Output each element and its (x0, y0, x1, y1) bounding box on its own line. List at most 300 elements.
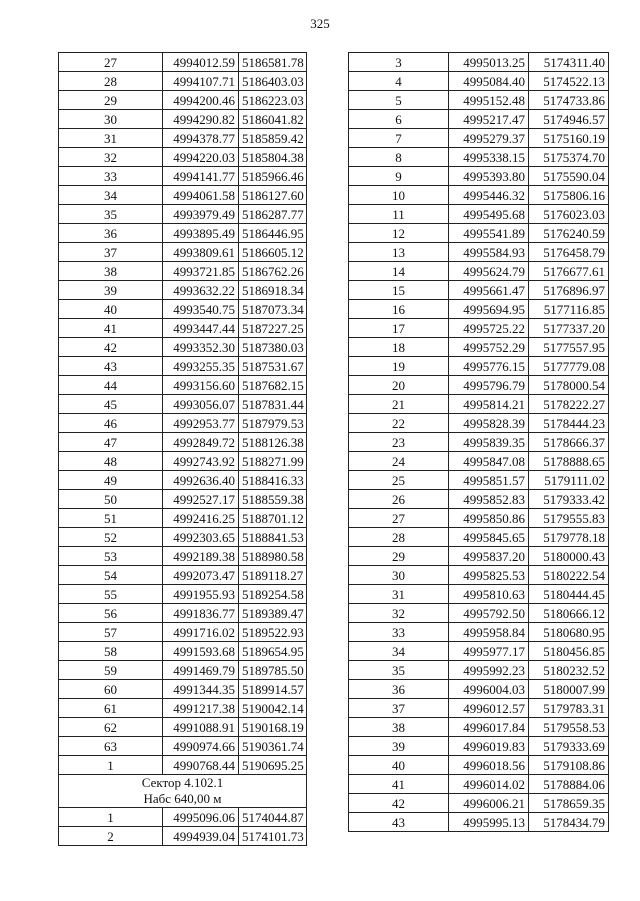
point-number-cell: 58 (59, 642, 163, 661)
y-coordinate-cell: 5174733.86 (529, 91, 609, 110)
point-number-cell: 44 (59, 376, 163, 395)
table-row (349, 528, 609, 547)
x-coordinate-cell: 4992073.47 (163, 566, 239, 585)
point-number-cell: 33 (349, 623, 449, 642)
x-coordinate-cell: 4995446.32 (449, 186, 529, 205)
y-coordinate-cell: 5189389.47 (239, 604, 307, 623)
x-coordinate-cell: 4996012.57 (449, 699, 529, 718)
table-row (59, 699, 307, 718)
y-coordinate-cell: 5176458.79 (529, 243, 609, 262)
point-number-cell: 12 (349, 224, 449, 243)
x-coordinate-cell: 4996018.56 (449, 756, 529, 775)
y-coordinate-cell: 5176240.59 (529, 224, 609, 243)
point-number-cell: 28 (349, 528, 449, 547)
y-coordinate-cell: 5178000.54 (529, 376, 609, 395)
y-coordinate-cell: 5187531.67 (239, 357, 307, 376)
table-row (59, 827, 307, 846)
y-coordinate-cell: 5174101.73 (239, 827, 307, 846)
point-number-cell: 3 (349, 53, 449, 72)
y-coordinate-cell: 5179778.18 (529, 528, 609, 547)
point-number-cell: 1 (59, 808, 163, 827)
point-number-cell: 34 (59, 186, 163, 205)
point-number-cell: 2 (59, 827, 163, 846)
x-coordinate-cell: 4995584.93 (449, 243, 529, 262)
x-coordinate-cell: 4994107.71 (163, 72, 239, 91)
point-number-cell: 42 (349, 794, 449, 813)
point-number-cell: 35 (59, 205, 163, 224)
point-number-cell: 19 (349, 357, 449, 376)
y-coordinate-cell: 5186041.82 (239, 110, 307, 129)
x-coordinate-cell: 4996014.02 (449, 775, 529, 794)
x-coordinate-cell: 4995393.80 (449, 167, 529, 186)
table-row (349, 148, 609, 167)
point-number-cell: 29 (59, 91, 163, 110)
table-row (349, 604, 609, 623)
point-number-cell: 37 (59, 243, 163, 262)
y-coordinate-cell: 5174311.40 (529, 53, 609, 72)
y-coordinate-cell: 5174044.87 (239, 808, 307, 827)
y-coordinate-cell: 5178884.06 (529, 775, 609, 794)
point-number-cell: 39 (59, 281, 163, 300)
y-coordinate-cell: 5190042.14 (239, 699, 307, 718)
x-coordinate-cell: 4992303.65 (163, 528, 239, 547)
x-coordinate-cell: 4993056.07 (163, 395, 239, 414)
table-row (349, 775, 609, 794)
table-row (59, 585, 307, 604)
x-coordinate-cell: 4992849.72 (163, 433, 239, 452)
table-row (59, 91, 307, 110)
point-number-cell: 47 (59, 433, 163, 452)
point-number-cell: 30 (59, 110, 163, 129)
point-number-cell: 26 (349, 490, 449, 509)
x-coordinate-cell: 4990974.66 (163, 737, 239, 756)
x-coordinate-cell: 4992953.77 (163, 414, 239, 433)
table-row (59, 167, 307, 186)
y-coordinate-cell: 5190168.19 (239, 718, 307, 737)
sector-heading-row (59, 775, 307, 808)
x-coordinate-cell: 4993447.44 (163, 319, 239, 338)
point-number-cell: 49 (59, 471, 163, 490)
point-number-cell: 24 (349, 452, 449, 471)
point-number-cell: 48 (59, 452, 163, 471)
x-coordinate-cell: 4995810.63 (449, 585, 529, 604)
y-coordinate-cell: 5175160.19 (529, 129, 609, 148)
x-coordinate-cell: 4995495.68 (449, 205, 529, 224)
point-number-cell: 30 (349, 566, 449, 585)
x-coordinate-cell: 4993540.75 (163, 300, 239, 319)
y-coordinate-cell: 5178888.65 (529, 452, 609, 471)
point-number-cell: 43 (59, 357, 163, 376)
table-row (349, 186, 609, 205)
point-number-cell: 11 (349, 205, 449, 224)
table-row (59, 129, 307, 148)
x-coordinate-cell: 4996019.83 (449, 737, 529, 756)
x-coordinate-cell: 4996004.03 (449, 680, 529, 699)
point-number-cell: 43 (349, 813, 449, 832)
y-coordinate-cell: 5189654.95 (239, 642, 307, 661)
table-row (59, 642, 307, 661)
x-coordinate-cell: 4992416.25 (163, 509, 239, 528)
point-number-cell: 29 (349, 547, 449, 566)
y-coordinate-cell: 5186403.03 (239, 72, 307, 91)
x-coordinate-cell: 4991469.79 (163, 661, 239, 680)
table-row (59, 205, 307, 224)
table-row (349, 680, 609, 699)
x-coordinate-cell: 4995839.35 (449, 433, 529, 452)
x-coordinate-cell: 4995084.40 (449, 72, 529, 91)
table-row (349, 623, 609, 642)
table-row (59, 262, 307, 281)
table-row (59, 281, 307, 300)
x-coordinate-cell: 4995694.95 (449, 300, 529, 319)
table-row (349, 91, 609, 110)
table-row (349, 53, 609, 72)
table-row (59, 452, 307, 471)
point-number-cell: 28 (59, 72, 163, 91)
point-number-cell: 61 (59, 699, 163, 718)
x-coordinate-cell: 4992636.40 (163, 471, 239, 490)
x-coordinate-cell: 4995825.53 (449, 566, 529, 585)
table-row (59, 547, 307, 566)
table-row (349, 262, 609, 281)
y-coordinate-cell: 5175374.70 (529, 148, 609, 167)
table-row (349, 205, 609, 224)
table-row (349, 813, 609, 832)
y-coordinate-cell: 5185966.46 (239, 167, 307, 186)
point-number-cell: 15 (349, 281, 449, 300)
point-number-cell: 54 (59, 566, 163, 585)
x-coordinate-cell: 4995992.23 (449, 661, 529, 680)
y-coordinate-cell: 5187682.15 (239, 376, 307, 395)
table-row (349, 110, 609, 129)
point-number-cell: 59 (59, 661, 163, 680)
table-row (59, 718, 307, 737)
table-row (59, 148, 307, 167)
y-coordinate-cell: 5187227.25 (239, 319, 307, 338)
table-row (349, 699, 609, 718)
x-coordinate-cell: 4993895.49 (163, 224, 239, 243)
point-number-cell: 13 (349, 243, 449, 262)
y-coordinate-cell: 5180444.45 (529, 585, 609, 604)
point-number-cell: 10 (349, 186, 449, 205)
x-coordinate-cell: 4991344.35 (163, 680, 239, 699)
point-number-cell: 32 (349, 604, 449, 623)
table-row (349, 129, 609, 148)
table-row (349, 585, 609, 604)
table-row (59, 661, 307, 680)
table-row (59, 53, 307, 72)
y-coordinate-cell: 5179555.83 (529, 509, 609, 528)
y-coordinate-cell: 5180456.85 (529, 642, 609, 661)
y-coordinate-cell: 5174522.13 (529, 72, 609, 91)
point-number-cell: 16 (349, 300, 449, 319)
x-coordinate-cell: 4995541.89 (449, 224, 529, 243)
point-number-cell: 50 (59, 490, 163, 509)
table-row (59, 338, 307, 357)
y-coordinate-cell: 5189254.58 (239, 585, 307, 604)
x-coordinate-cell: 4995828.39 (449, 414, 529, 433)
x-coordinate-cell: 4995796.79 (449, 376, 529, 395)
point-number-cell: 6 (349, 110, 449, 129)
table-row (59, 604, 307, 623)
y-coordinate-cell: 5186605.12 (239, 243, 307, 262)
x-coordinate-cell: 4995776.15 (449, 357, 529, 376)
x-coordinate-cell: 4994290.82 (163, 110, 239, 129)
x-coordinate-cell: 4992189.38 (163, 547, 239, 566)
point-number-cell: 36 (349, 680, 449, 699)
point-number-cell: 5 (349, 91, 449, 110)
table-row (59, 357, 307, 376)
x-coordinate-cell: 4995661.47 (449, 281, 529, 300)
point-number-cell: 31 (59, 129, 163, 148)
x-coordinate-cell: 4995850.86 (449, 509, 529, 528)
x-coordinate-cell: 4992527.17 (163, 490, 239, 509)
point-number-cell: 53 (59, 547, 163, 566)
y-coordinate-cell: 5188271.99 (239, 452, 307, 471)
table-row (349, 661, 609, 680)
table-row (349, 509, 609, 528)
point-number-cell: 34 (349, 642, 449, 661)
y-coordinate-cell: 5180222.54 (529, 566, 609, 585)
y-coordinate-cell: 5177557.95 (529, 338, 609, 357)
x-coordinate-cell: 4995847.08 (449, 452, 529, 471)
x-coordinate-cell: 4994939.04 (163, 827, 239, 846)
y-coordinate-cell: 5189118.27 (239, 566, 307, 585)
y-coordinate-cell: 5174946.57 (529, 110, 609, 129)
table-row (59, 243, 307, 262)
y-coordinate-cell: 5186918.34 (239, 281, 307, 300)
table-row (349, 319, 609, 338)
y-coordinate-cell: 5186287.77 (239, 205, 307, 224)
point-number-cell: 23 (349, 433, 449, 452)
point-number-cell: 20 (349, 376, 449, 395)
x-coordinate-cell: 4991217.38 (163, 699, 239, 718)
x-coordinate-cell: 4995725.22 (449, 319, 529, 338)
y-coordinate-cell: 5188416.33 (239, 471, 307, 490)
y-coordinate-cell: 5176023.03 (529, 205, 609, 224)
point-number-cell: 41 (59, 319, 163, 338)
point-number-cell: 7 (349, 129, 449, 148)
table-row (59, 186, 307, 205)
table-row (349, 547, 609, 566)
table-row (349, 72, 609, 91)
x-coordinate-cell: 4995852.83 (449, 490, 529, 509)
point-number-cell: 55 (59, 585, 163, 604)
table-row (59, 490, 307, 509)
y-coordinate-cell: 5175806.16 (529, 186, 609, 205)
y-coordinate-cell: 5180000.43 (529, 547, 609, 566)
point-number-cell: 40 (59, 300, 163, 319)
sector-heading (59, 775, 307, 808)
page-number: 325 (310, 16, 330, 31)
table-row (349, 433, 609, 452)
point-number-cell: 45 (59, 395, 163, 414)
table-row (59, 528, 307, 547)
x-coordinate-cell: 4992743.92 (163, 452, 239, 471)
y-coordinate-cell: 5176677.61 (529, 262, 609, 281)
table-row (59, 680, 307, 699)
table-row (59, 224, 307, 243)
point-number-cell: 38 (59, 262, 163, 281)
right-coordinates-table (348, 52, 609, 832)
table-row (349, 756, 609, 775)
y-coordinate-cell: 5179333.42 (529, 490, 609, 509)
table-row (59, 509, 307, 528)
y-coordinate-cell: 5189522.93 (239, 623, 307, 642)
point-number-cell: 51 (59, 509, 163, 528)
point-number-cell: 62 (59, 718, 163, 737)
y-coordinate-cell: 5185804.38 (239, 148, 307, 167)
y-coordinate-cell: 5188701.12 (239, 509, 307, 528)
y-coordinate-cell: 5178659.35 (529, 794, 609, 813)
point-number-cell: 14 (349, 262, 449, 281)
point-number-cell: 25 (349, 471, 449, 490)
y-coordinate-cell: 5186223.03 (239, 91, 307, 110)
table-row (59, 300, 307, 319)
y-coordinate-cell: 5186446.95 (239, 224, 307, 243)
y-coordinate-cell: 5189914.57 (239, 680, 307, 699)
table-row (349, 224, 609, 243)
x-coordinate-cell: 4991593.68 (163, 642, 239, 661)
y-coordinate-cell: 5179108.86 (529, 756, 609, 775)
point-number-cell: 31 (349, 585, 449, 604)
table-row (349, 357, 609, 376)
y-coordinate-cell: 5179558.53 (529, 718, 609, 737)
y-coordinate-cell: 5179783.31 (529, 699, 609, 718)
y-coordinate-cell: 5190361.74 (239, 737, 307, 756)
table-row (59, 737, 307, 756)
table-row (349, 376, 609, 395)
table-row (349, 794, 609, 813)
point-number-cell: 33 (59, 167, 163, 186)
x-coordinate-cell: 4994061.58 (163, 186, 239, 205)
y-coordinate-cell: 5179333.69 (529, 737, 609, 756)
point-number-cell: 46 (59, 414, 163, 433)
x-coordinate-cell: 4995837.20 (449, 547, 529, 566)
table-row (349, 167, 609, 186)
point-number-cell: 1 (59, 756, 163, 775)
x-coordinate-cell: 4994200.46 (163, 91, 239, 110)
y-coordinate-cell: 5178444.23 (529, 414, 609, 433)
y-coordinate-cell: 5178666.37 (529, 433, 609, 452)
y-coordinate-cell: 5178434.79 (529, 813, 609, 832)
x-coordinate-cell: 4995338.15 (449, 148, 529, 167)
point-number-cell: 42 (59, 338, 163, 357)
y-coordinate-cell: 5177116.85 (529, 300, 609, 319)
table-row (59, 433, 307, 452)
table-row (349, 395, 609, 414)
x-coordinate-cell: 4993979.49 (163, 205, 239, 224)
table-row (59, 72, 307, 91)
table-row (349, 414, 609, 433)
x-coordinate-cell: 4996006.21 (449, 794, 529, 813)
x-coordinate-cell: 4993721.85 (163, 262, 239, 281)
point-number-cell: 18 (349, 338, 449, 357)
table-row (59, 566, 307, 585)
y-coordinate-cell: 5187380.03 (239, 338, 307, 357)
x-coordinate-cell: 4995814.21 (449, 395, 529, 414)
y-coordinate-cell: 5180007.99 (529, 680, 609, 699)
y-coordinate-cell: 5190695.25 (239, 756, 307, 775)
x-coordinate-cell: 4995851.57 (449, 471, 529, 490)
y-coordinate-cell: 5186762.26 (239, 262, 307, 281)
x-coordinate-cell: 4991836.77 (163, 604, 239, 623)
x-coordinate-cell: 4993632.22 (163, 281, 239, 300)
y-coordinate-cell: 5187831.44 (239, 395, 307, 414)
point-number-cell: 35 (349, 661, 449, 680)
y-coordinate-cell: 5180232.52 (529, 661, 609, 680)
y-coordinate-cell: 5187073.34 (239, 300, 307, 319)
point-number-cell: 17 (349, 319, 449, 338)
table-row (59, 756, 307, 775)
point-number-cell: 39 (349, 737, 449, 756)
x-coordinate-cell: 4991716.02 (163, 623, 239, 642)
point-number-cell: 4 (349, 72, 449, 91)
table-row (59, 395, 307, 414)
x-coordinate-cell: 4995152.48 (449, 91, 529, 110)
y-coordinate-cell: 5176896.97 (529, 281, 609, 300)
x-coordinate-cell: 4990768.44 (163, 756, 239, 775)
table-row (349, 300, 609, 319)
x-coordinate-cell: 4993156.60 (163, 376, 239, 395)
x-coordinate-cell: 4995217.47 (449, 110, 529, 129)
table-row (349, 281, 609, 300)
point-number-cell: 57 (59, 623, 163, 642)
y-coordinate-cell: 5188559.38 (239, 490, 307, 509)
table-row (59, 414, 307, 433)
y-coordinate-cell: 5188980.58 (239, 547, 307, 566)
point-number-cell: 63 (59, 737, 163, 756)
y-coordinate-cell: 5188126.38 (239, 433, 307, 452)
point-number-cell: 41 (349, 775, 449, 794)
x-coordinate-cell: 4995995.13 (449, 813, 529, 832)
x-coordinate-cell: 4991955.93 (163, 585, 239, 604)
point-number-cell: 21 (349, 395, 449, 414)
table-row (59, 623, 307, 642)
left-coordinates-table (58, 52, 307, 846)
point-number-cell: 38 (349, 718, 449, 737)
table-row (59, 376, 307, 395)
point-number-cell: 9 (349, 167, 449, 186)
table-row (349, 737, 609, 756)
x-coordinate-cell: 4994012.59 (163, 53, 239, 72)
x-coordinate-cell: 4995096.06 (163, 808, 239, 827)
x-coordinate-cell: 4995013.25 (449, 53, 529, 72)
x-coordinate-cell: 4993352.30 (163, 338, 239, 357)
table-row (59, 110, 307, 129)
x-coordinate-cell: 4994141.77 (163, 167, 239, 186)
y-coordinate-cell: 5180666.12 (529, 604, 609, 623)
point-number-cell: 27 (349, 509, 449, 528)
table-row (59, 471, 307, 490)
x-coordinate-cell: 4993809.61 (163, 243, 239, 262)
x-coordinate-cell: 4995624.79 (449, 262, 529, 281)
y-coordinate-cell: 5177779.08 (529, 357, 609, 376)
table-row (59, 319, 307, 338)
y-coordinate-cell: 5178222.27 (529, 395, 609, 414)
x-coordinate-cell: 4995752.29 (449, 338, 529, 357)
point-number-cell: 22 (349, 414, 449, 433)
point-number-cell: 52 (59, 528, 163, 547)
y-coordinate-cell: 5186581.78 (239, 53, 307, 72)
x-coordinate-cell: 4995792.50 (449, 604, 529, 623)
sector-title: Сектор 4.102.1 (141, 775, 224, 790)
y-coordinate-cell: 5187979.53 (239, 414, 307, 433)
y-coordinate-cell: 5179111.02 (529, 471, 609, 490)
table-row (349, 338, 609, 357)
point-number-cell: 8 (349, 148, 449, 167)
table-row (349, 243, 609, 262)
